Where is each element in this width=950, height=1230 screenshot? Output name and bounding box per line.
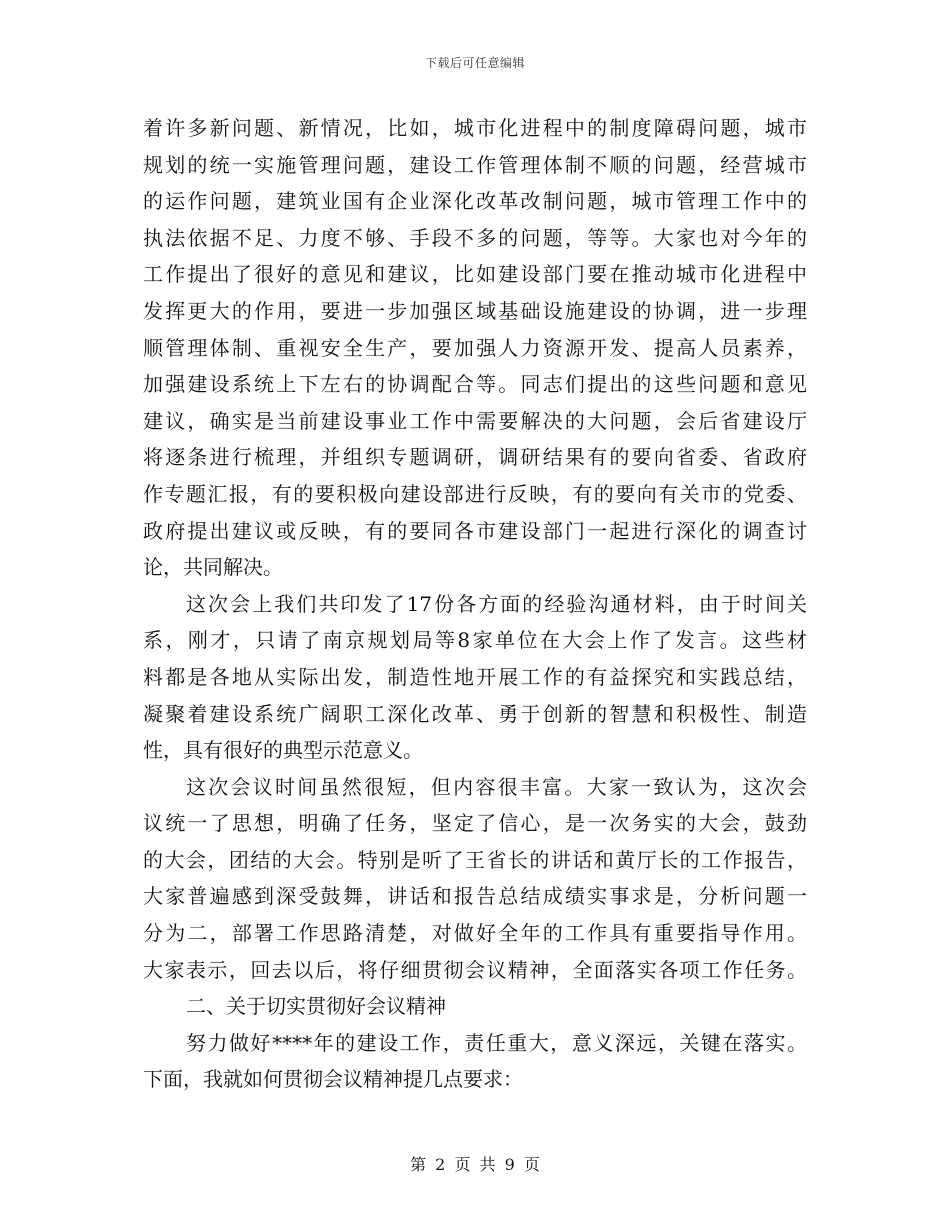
paragraph-first-line: 这次会议时间虽然很短，但内容很丰富。大家一致认为，这次会 — [186, 774, 807, 799]
page-header: 下载后可任意编辑 — [424, 56, 525, 70]
text-line: 着许多新问题、新情况，比如，城市化进程中的制度障碍问题，城市 — [143, 116, 807, 140]
text-line: 大家表示，回去以后，将仔细贯彻会议精神，全面落实各项工作任务。 — [143, 957, 807, 982]
text-line: 执法依据不足、力度不够、手段不多的问题，等等。大家也对今年的 — [143, 225, 807, 250]
text-line: 发挥更大的作用，要进一步加强区域基础设施建设的协调，进一步理 — [143, 298, 807, 323]
document-body — [143, 110, 807, 1098]
text-line: 议统一了思想，明确了任务，坚定了信心，是一次务实的大会，鼓劲 — [143, 811, 807, 836]
text-line: 论，共同解决。 — [143, 555, 283, 580]
text-line: 将逐条进行梳理，并组织专题调研，调研结果有的要向省委、省政府 — [143, 445, 807, 470]
text-line: 顺管理体制、重视安全生产，要加强人力资源开发、提高人员素养， — [143, 335, 807, 360]
text-line: 政府提出建议或反映，有的要同各市建设部门一起进行深化的调查讨 — [143, 518, 807, 543]
text-line: 性，具有很好的典型示范意义。 — [143, 738, 423, 763]
text-line: 的大会，团结的大会。特别是听了王省长的讲话和黄厅长的工作报告， — [143, 847, 807, 872]
text-line: 作专题汇报，有的要积极向建设部进行反映，有的要向有关市的党委、 — [143, 481, 807, 506]
text-line: 建议，确实是当前建设事业工作中需要解决的大问题，会后省建设厅 — [143, 408, 807, 433]
text-line: 凝聚着建设系统广阔职工深化改革、勇于创新的智慧和积极性、制造 — [143, 701, 807, 726]
text-line: 下面，我就如何贯彻会议精神提几点要求： — [143, 1067, 523, 1092]
paragraph-first-line: 努力做好****年的建设工作，责任重大，意义深远，关键在落实。 — [186, 1030, 807, 1055]
text-line: 系，刚才，只请了南京规划局等8家单位在大会上作了发言。这些材 — [143, 628, 807, 653]
text-line: 分为二，部署工作思路清楚，对做好全年的工作具有重要指导作用。 — [143, 921, 807, 946]
text-line: 大家普遍感到深受鼓舞，讲话和报告总结成绩实事求是，分析问题一 — [143, 884, 807, 909]
section-heading: 二、关于切实贯彻好会议精神 — [186, 994, 446, 1019]
text-line: 料都是各地从实际出发，制造性地开展工作的有益探究和实践总结， — [143, 664, 807, 689]
text-line: 规划的统一实施管理问题，建设工作管理体制不顺的问题，经营城市 — [143, 152, 807, 177]
text-line: 工作提出了很好的意见和建议，比如建设部门要在推动城市化进程中 — [143, 262, 807, 287]
text-line: 的运作问题，建筑业国有企业深化改革改制问题，城市管理工作中的 — [143, 189, 807, 214]
text-line: 加强建设系统上下左右的协调配合等。同志们提出的这些问题和意见 — [143, 372, 807, 397]
paragraph-first-line: 这次会上我们共印发了17份各方面的经验沟通材料，由于时间关 — [186, 591, 807, 616]
page-number-footer: 第 2 页 共 9 页 — [410, 1155, 540, 1174]
